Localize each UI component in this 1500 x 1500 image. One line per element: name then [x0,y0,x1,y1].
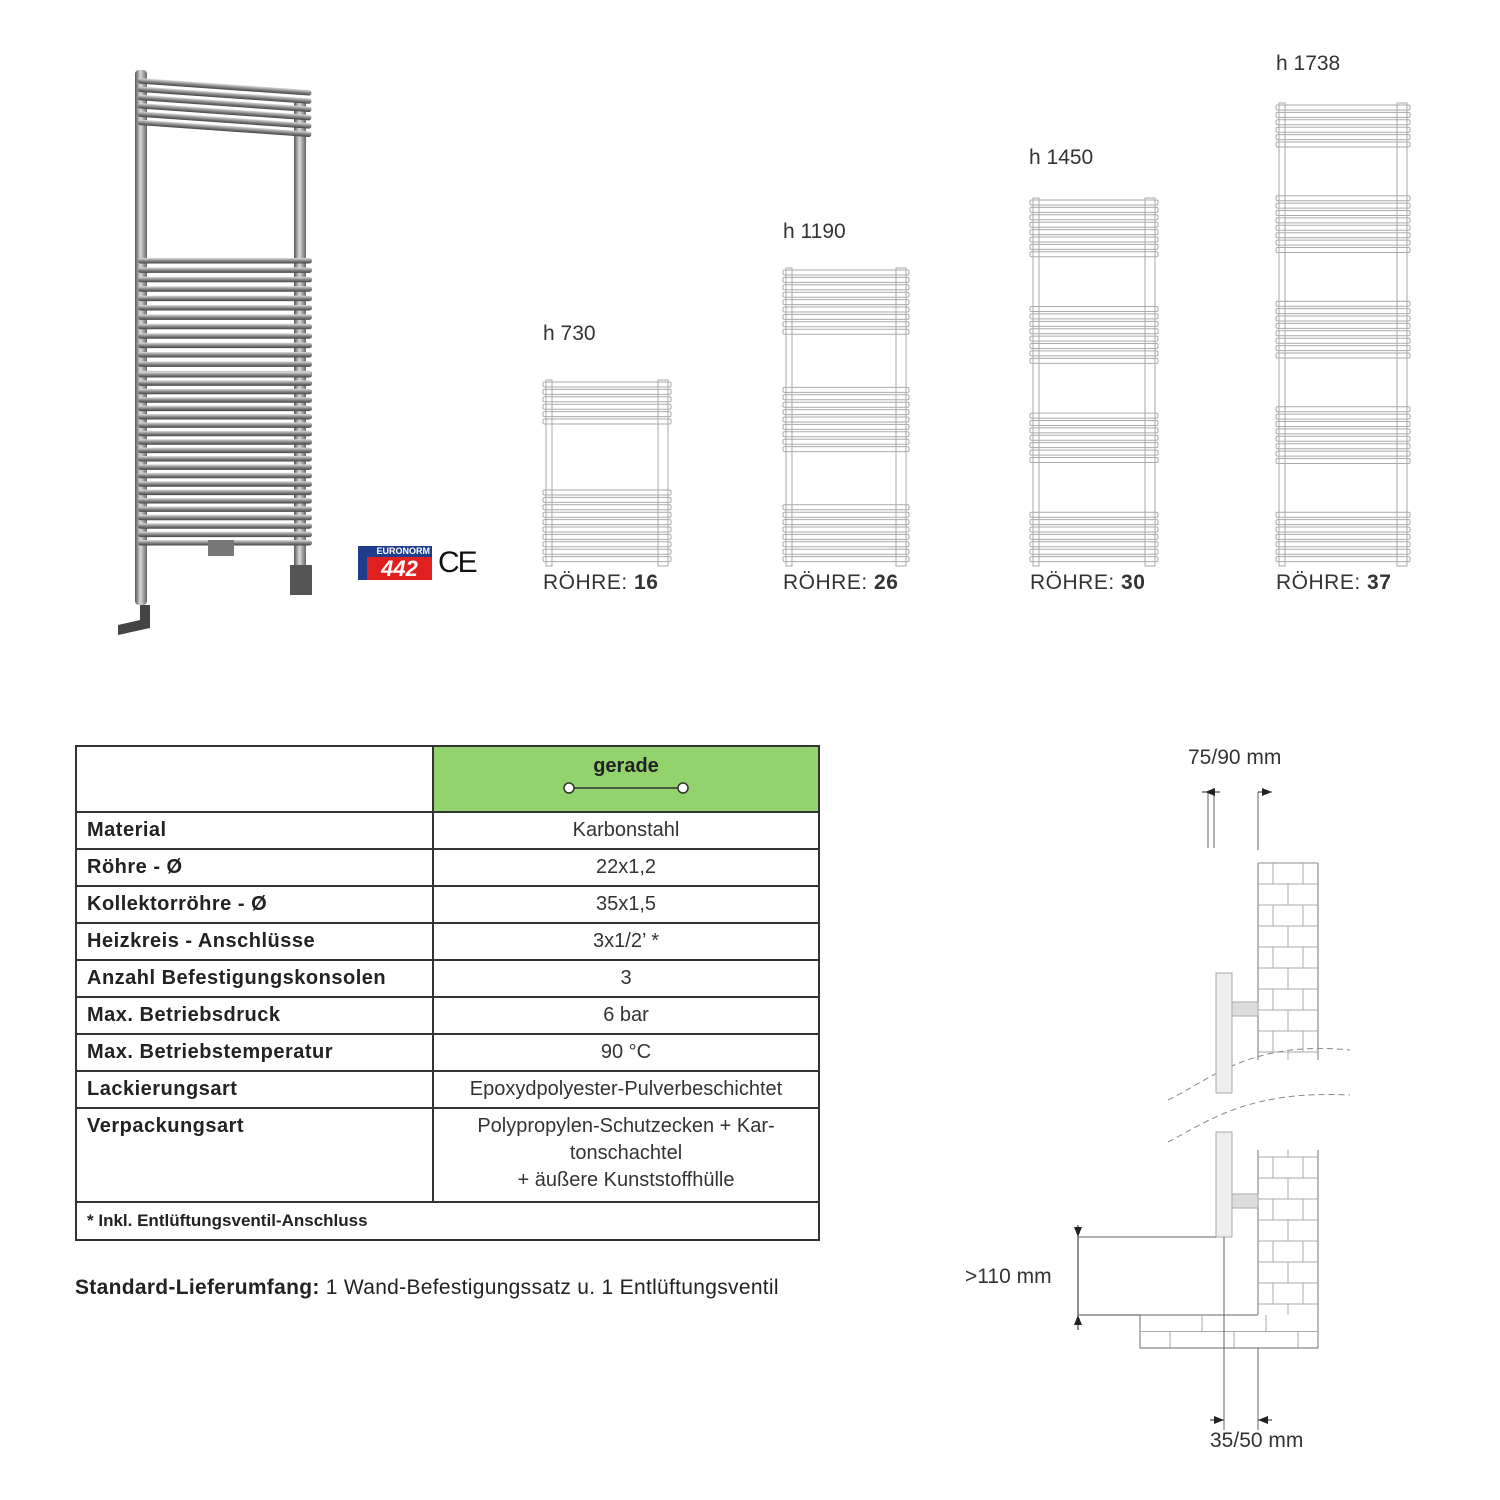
footnote-star: * [87,1211,94,1230]
table-corner-cell [76,746,433,812]
radiator-tube [783,410,909,415]
radiator-tube [138,324,312,330]
radiator-tube [1276,557,1410,562]
row-label: Max. Betriebstemperatur [76,1034,433,1071]
radiator-tube [543,497,671,502]
radiator-tube [138,361,312,367]
radiator-tube [1030,200,1158,205]
variant-3-drawing [1029,196,1159,568]
radiator-tube [1030,534,1158,539]
radiator-tube [783,292,909,297]
table-header-row [76,746,819,812]
radiator-tube [1276,512,1410,517]
radiator-tube [1030,557,1158,562]
radiator-tube [138,490,312,496]
radiator-tube [138,456,312,462]
table-footnote-row [76,1202,819,1240]
radiator-tube [138,422,312,428]
radiator-tube [1276,135,1410,140]
radiator-tube [138,532,312,538]
radiator-tube [783,277,909,282]
radiator-tube [1276,120,1410,125]
radiator-tube [138,481,312,487]
radiator-tube [543,412,671,417]
table-row-packaging [76,1108,819,1202]
radiator-tube [1276,527,1410,532]
radiator-tube [783,417,909,422]
variant-3-tubes: RÖHRE: 30 [1030,571,1146,594]
radiator-tube [783,512,909,517]
row-value: Karbonstahl [433,812,819,849]
radiator-tube [543,419,671,424]
radiator-tube [138,305,312,311]
radiator-tube [1276,542,1410,547]
radiator-tube [138,448,312,454]
radiator-tube [1276,233,1410,238]
table-row [76,1034,819,1071]
radiator-tube [1030,344,1158,349]
radiator-tube [543,512,671,517]
radiator-tube [1030,527,1158,532]
radiator-tube [1276,338,1410,343]
radiator-tube [1030,457,1158,462]
radiator-tube [1276,422,1410,427]
radiator-tube [1276,316,1410,321]
radiator-tube [783,270,909,275]
radiator-tube [1030,222,1158,227]
radiator-tube [138,333,312,339]
radiator-tube [783,314,909,319]
radiator-tube [543,542,671,547]
radiator-tube [543,397,671,402]
table-row [76,1071,819,1108]
radiator-tube [783,447,909,452]
radiator-tube [138,506,312,512]
radiator-tube [783,557,909,562]
radiator-tube [783,300,909,305]
variant-4-drawing [1275,101,1411,568]
floor-distance-label: >110 mm [965,1265,1052,1288]
table-row [76,997,819,1034]
radiator-tube [1030,314,1158,319]
row-value: 22x1,2 [433,849,819,886]
mounting-diagram [950,740,1370,1470]
radiator-tube [783,285,909,290]
row-label: Verpackungsart [76,1108,433,1202]
radiator-tube [1030,351,1158,356]
radiator-tube [783,432,909,437]
radiator-tube [1276,331,1410,336]
radiator-tube [1276,309,1410,314]
radiator-tube [1030,244,1158,249]
packaging-line-3: + äußere Kunststoffhülle [517,1169,735,1191]
table-row [76,960,819,997]
radiator-tube [1030,512,1158,517]
radiator-tube [1276,407,1410,412]
footnote-text: Inkl. Entlüftungsventil-Anschluss [98,1211,368,1230]
radiator-tube [1276,414,1410,419]
straight-connection-icon [561,780,691,796]
radiator-tube [783,534,909,539]
radiator-tube [1276,520,1410,525]
table-row [76,812,819,849]
row-label: Röhre - Ø [76,849,433,886]
radiator-tube [1276,218,1410,223]
radiator-tube [1030,321,1158,326]
radiator-tube [1030,307,1158,312]
radiator-tube [783,322,909,327]
radiator-tube [1276,429,1410,434]
variant-1-tubes: RÖHRE: 16 [543,571,659,594]
delivery-text: 1 Wand-Befestigungssatz u. 1 Entlüftungsventil [319,1276,779,1299]
packaging-line-1: Polypropylen-Schutzecken + Kar- [477,1115,775,1137]
radiator-tube [1276,203,1410,208]
ce-mark: CE [438,546,476,579]
delivery-label: Standard-Lieferumfang: [75,1276,320,1299]
table-row [76,923,819,960]
radiator-tube [543,389,671,394]
row-label: Kollektorröhre - Ø [76,886,433,923]
radiator-tube [138,406,312,412]
row-value [433,1108,819,1202]
variant-1-drawing [542,378,672,568]
radiator-tube [138,473,312,479]
radiator-tube [543,520,671,525]
radiator-tube [1276,105,1410,110]
radiator-tube [1030,215,1158,220]
radiator-tube [1030,336,1158,341]
radiator-tube [543,490,671,495]
radiator-tube [1276,549,1410,554]
radiator-tube [138,286,312,292]
radiator-tube [1276,459,1410,464]
radiator-tube [1276,323,1410,328]
radiator-tube [138,258,312,264]
radiator-tube [138,414,312,420]
table-row [76,886,819,923]
radiator-tube [1030,358,1158,363]
packaging-line-2: tonschachtel [569,1142,683,1164]
radiator-tube [138,296,312,302]
radiator-tube [1276,211,1410,216]
radiator-tube [138,515,312,521]
radiator-tube [783,439,909,444]
radiator-tube [138,389,312,395]
radiator-tube [783,402,909,407]
variant-2-height: h 1190 [783,220,846,243]
column-header-label: gerade [593,755,659,777]
row-label: Lackierungsart [76,1071,433,1108]
radiator-tube [783,520,909,525]
radiator-tube [1030,420,1158,425]
row-label: Heizkreis - Anschlüsse [76,923,433,960]
variant-2-tubes: RÖHRE: 26 [783,571,899,594]
euronorm-badge [358,546,432,580]
radiator-tube [1030,252,1158,257]
radiator-tube [1030,207,1158,212]
radiator-tube [1030,542,1158,547]
variant-3-height: h 1450 [1029,146,1094,169]
radiator-tube [1276,301,1410,306]
radiator-tube [1276,444,1410,449]
radiator-tube [543,534,671,539]
variant-4-tubes: RÖHRE: 37 [1276,571,1392,594]
column-header-gerade [433,746,819,812]
radiator-tube [543,404,671,409]
radiator-tube [1276,127,1410,132]
footnote [76,1202,819,1240]
radiator-tube [1276,196,1410,201]
radiator-tube [138,380,312,386]
radiator-tube [783,387,909,392]
radiator-tube [783,307,909,312]
variant-4-height: h 1738 [1276,52,1341,75]
row-value: 6 bar [433,997,819,1034]
radiator-tube [1030,329,1158,334]
radiator-tube [138,523,312,529]
radiator-tube [783,505,909,510]
row-label: Anzahl Befestigungskonsolen [76,960,433,997]
radiator-tube [138,343,312,349]
radiator-tube [1030,450,1158,455]
radiator-tube [1276,451,1410,456]
variant-2-drawing [782,266,910,568]
radiator-tube [1030,428,1158,433]
radiator-tube [783,329,909,334]
wall-distance-top-label: 75/90 mm [1188,746,1282,769]
radiator-product-image [110,60,330,640]
radiator-tube [138,352,312,358]
table-row [76,849,819,886]
spec-table [75,745,820,1241]
radiator-tube [138,277,312,283]
radiator-tube [783,527,909,532]
radiator-tube [1030,443,1158,448]
radiator-tube [1276,240,1410,245]
variant-1-height: h 730 [543,322,596,345]
radiator-tube [138,431,312,437]
row-label: Max. Betriebsdruck [76,997,433,1034]
row-value: 3 [433,960,819,997]
radiator-tube [1276,353,1410,358]
radiator-tube [543,505,671,510]
row-value: Epoxydpolyester-Pulverbeschichtet [433,1071,819,1108]
radiator-tube [783,395,909,400]
wall-distance-bottom-label: 35/50 mm [1210,1429,1304,1452]
row-value: 35x1,5 [433,886,819,923]
radiator-tube [1276,248,1410,253]
euronorm-number: 442 [367,557,432,580]
row-value: 3x1/2’ * [433,923,819,960]
radiator-tube [543,382,671,387]
radiator-tube [138,314,312,320]
radiator-tube [138,439,312,445]
radiator-tube [1276,436,1410,441]
radiator-tube [138,372,312,378]
radiator-tube [543,527,671,532]
radiator-tube [1276,112,1410,117]
radiator-tube [1276,225,1410,230]
delivery-scope [75,1276,779,1300]
radiator-tube [138,498,312,504]
radiator-tube [1276,346,1410,351]
radiator-tube [783,549,909,554]
radiator-tube [1276,534,1410,539]
radiator-tube [1030,520,1158,525]
radiator-tube [1030,237,1158,242]
radiator-tube [543,557,671,562]
radiator-tube [1030,435,1158,440]
radiator-tube [1276,142,1410,147]
radiator-tube [783,424,909,429]
radiator-tube [783,542,909,547]
row-label: Material [76,812,433,849]
radiator-tube [543,549,671,554]
radiator-tube [138,397,312,403]
radiator-tube [1030,413,1158,418]
euronorm-label: EURONORM [358,546,432,557]
radiator-tube [1030,549,1158,554]
radiator-tube [138,464,312,470]
radiator-tube [1030,230,1158,235]
row-value: 90 °C [433,1034,819,1071]
radiator-tube [138,267,312,273]
